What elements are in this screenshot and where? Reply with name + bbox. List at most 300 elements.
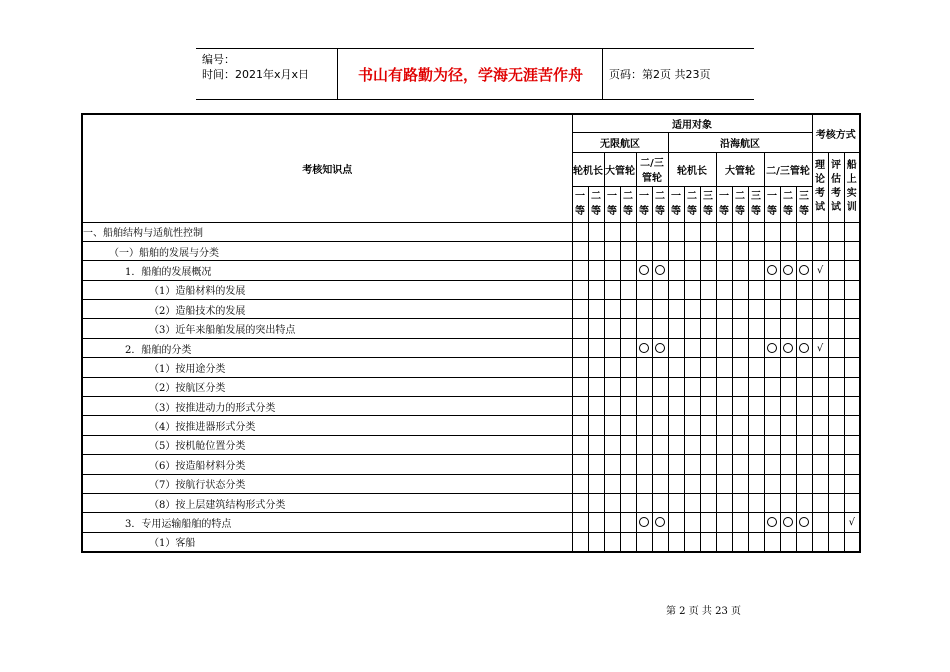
grade-cell	[716, 397, 732, 416]
knowledge-item	[82, 280, 572, 299]
grade-cell	[796, 474, 812, 493]
role-c-second: 大管轮	[716, 152, 764, 186]
grade-cell	[732, 300, 748, 319]
grade-cell	[668, 532, 684, 551]
grade-cell	[716, 416, 732, 435]
grade-cell	[636, 261, 652, 280]
method-cell	[844, 416, 860, 435]
grade-cell	[652, 338, 668, 357]
grade-cell	[588, 416, 604, 435]
page-footer: 第 2 页 共 23 页	[666, 606, 741, 617]
method-cell	[812, 532, 828, 551]
grade-cell	[588, 261, 604, 280]
grade-cell	[732, 455, 748, 474]
method-cell	[844, 261, 860, 280]
grade-cell	[732, 397, 748, 416]
knowledge-label: （1）客船	[149, 538, 196, 550]
grade-cell	[572, 474, 588, 493]
grade-cell	[684, 261, 700, 280]
grade-1: 一 等	[572, 186, 588, 222]
grade-cell	[764, 319, 780, 338]
grade-cell	[604, 416, 620, 435]
grade-cell	[764, 300, 780, 319]
grade-cell	[764, 241, 780, 260]
applicable-circle	[655, 517, 665, 527]
knowledge-item	[82, 222, 572, 241]
grade-cell	[668, 435, 684, 454]
grade-cell	[732, 513, 748, 532]
grade-cell	[700, 474, 716, 493]
knowledge-item	[82, 416, 572, 435]
grade-cell	[796, 261, 812, 280]
method-cell	[844, 319, 860, 338]
knowledge-item	[82, 261, 572, 280]
grade-cell	[572, 513, 588, 532]
grade-2: 二 等	[588, 186, 604, 222]
table-row	[82, 513, 860, 532]
grade-cell	[684, 241, 700, 260]
grade-cell	[588, 474, 604, 493]
grade-cell	[700, 416, 716, 435]
grade-cell	[700, 455, 716, 474]
grade-cell	[732, 474, 748, 493]
method-cell	[844, 377, 860, 396]
grade-cell	[620, 280, 636, 299]
method-cell	[828, 435, 844, 454]
grade-cell	[620, 532, 636, 551]
grade-cell	[748, 397, 764, 416]
applicable-circle	[783, 517, 793, 527]
grade-cell	[572, 435, 588, 454]
table-row	[82, 435, 860, 454]
grade-cell	[748, 493, 764, 512]
grade-cell	[604, 261, 620, 280]
grade-11: 二 等	[732, 186, 748, 222]
grade-cell	[588, 222, 604, 241]
grade-cell	[796, 358, 812, 377]
grade-cell	[652, 474, 668, 493]
grade-cell	[748, 261, 764, 280]
grade-cell	[620, 493, 636, 512]
grade-cell	[604, 280, 620, 299]
grade-cell	[572, 241, 588, 260]
grade-cell	[636, 338, 652, 357]
grade-7: 一 等	[668, 186, 684, 222]
method-cell	[812, 241, 828, 260]
method-1: 理 论 考 试	[812, 152, 828, 222]
grade-cell	[636, 280, 652, 299]
grade-cell	[620, 435, 636, 454]
method-cell	[844, 493, 860, 512]
grade-cell	[588, 377, 604, 396]
grade-cell	[780, 532, 796, 551]
method-cell	[844, 455, 860, 474]
applicable-circle	[767, 343, 777, 353]
method-cell	[828, 319, 844, 338]
method-cell	[844, 474, 860, 493]
grade-cell	[572, 319, 588, 338]
grade-cell	[636, 222, 652, 241]
grade-cell	[748, 338, 764, 357]
knowledge-label: （6）按造船材料分类	[149, 460, 246, 472]
assessment-table	[81, 113, 861, 553]
grade-cell	[684, 300, 700, 319]
knowledge-item	[82, 358, 572, 377]
table-row	[82, 397, 860, 416]
grade-cell	[796, 493, 812, 512]
method-cell	[812, 513, 828, 532]
grade-cell	[668, 358, 684, 377]
grade-8: 二 等	[684, 186, 700, 222]
grade-cell	[716, 513, 732, 532]
grade-cell	[732, 416, 748, 435]
grade-cell	[796, 435, 812, 454]
grade-cell	[796, 319, 812, 338]
grade-cell	[748, 222, 764, 241]
grade-cell	[620, 377, 636, 396]
grade-cell	[620, 455, 636, 474]
grade-cell	[748, 532, 764, 551]
method-cell	[844, 397, 860, 416]
applicable-circle	[655, 265, 665, 275]
motto: 书山有路勤为径，学海无涯苦作舟	[339, 49, 603, 99]
grade-cell	[780, 300, 796, 319]
grade-cell	[588, 280, 604, 299]
grade-cell	[620, 513, 636, 532]
grade-cell	[604, 222, 620, 241]
role-u-second: 大管轮	[604, 152, 636, 186]
grade-cell	[684, 435, 700, 454]
grade-cell	[604, 241, 620, 260]
grade-cell	[716, 319, 732, 338]
grade-cell	[604, 397, 620, 416]
method-cell	[828, 513, 844, 532]
method-cell	[812, 416, 828, 435]
grade-cell	[572, 397, 588, 416]
grade-cell	[716, 241, 732, 260]
grade-cell	[732, 222, 748, 241]
knowledge-label: 1．船舶的发展概况	[125, 266, 212, 278]
method-cell	[812, 435, 828, 454]
grade-cell	[780, 455, 796, 474]
knowledge-label: （8）按上层建筑结构形式分类	[149, 499, 286, 511]
grade-cell	[700, 358, 716, 377]
method-cell	[812, 493, 828, 512]
grade-cell	[796, 397, 812, 416]
knowledge-item	[82, 455, 572, 474]
grade-cell	[652, 358, 668, 377]
knowledge-label: （2）造船技术的发展	[149, 305, 246, 317]
grade-3: 一 等	[604, 186, 620, 222]
grade-cell	[716, 493, 732, 512]
grade-13: 一 等	[764, 186, 780, 222]
grade-cell	[668, 241, 684, 260]
grade-cell	[716, 358, 732, 377]
grade-cell	[636, 397, 652, 416]
knowledge-label: （4）按推进器形式分类	[149, 422, 256, 434]
grade-cell	[572, 261, 588, 280]
applicable-circle	[639, 517, 649, 527]
header-info	[196, 49, 338, 99]
method-cell	[828, 493, 844, 512]
grade-cell	[780, 474, 796, 493]
grade-cell	[732, 358, 748, 377]
grade-cell	[716, 261, 732, 280]
grade-cell	[652, 513, 668, 532]
grade-cell	[668, 261, 684, 280]
table-row	[82, 338, 860, 357]
grade-cell	[684, 532, 700, 551]
document-header	[196, 48, 754, 100]
grade-cell	[764, 280, 780, 299]
applicable-circle	[767, 265, 777, 275]
target-header: 适用对象	[572, 114, 812, 132]
grade-cell	[684, 338, 700, 357]
grade-cell	[748, 377, 764, 396]
table-row	[82, 358, 860, 377]
grade-cell	[732, 261, 748, 280]
method-cell	[812, 358, 828, 377]
role-c-chief: 轮机长	[668, 152, 716, 186]
knowledge-label: （1）按用途分类	[149, 363, 226, 375]
grade-cell	[652, 455, 668, 474]
method-header: 考核方式	[812, 114, 860, 152]
grade-cell	[652, 222, 668, 241]
grade-cell	[636, 493, 652, 512]
grade-cell	[780, 416, 796, 435]
grade-cell	[684, 377, 700, 396]
grade-cell	[748, 474, 764, 493]
grade-cell	[764, 397, 780, 416]
method-cell	[844, 280, 860, 299]
grade-10: 一 等	[716, 186, 732, 222]
grade-cell	[668, 513, 684, 532]
grade-cell	[668, 280, 684, 299]
table-row	[82, 377, 860, 396]
grade-cell	[700, 532, 716, 551]
applicable-circle	[783, 265, 793, 275]
number-label: 编号：	[202, 53, 235, 66]
grade-cell	[588, 455, 604, 474]
grade-cell	[668, 338, 684, 357]
applicable-circle	[783, 343, 793, 353]
grade-cell	[572, 300, 588, 319]
grade-cell	[748, 416, 764, 435]
method-cell	[844, 222, 860, 241]
grade-cell	[620, 397, 636, 416]
grade-cell	[796, 241, 812, 260]
knowledge-label: （1）造船材料的发展	[149, 286, 246, 298]
grade-cell	[620, 358, 636, 377]
grade-cell	[636, 513, 652, 532]
grade-cell	[764, 513, 780, 532]
grade-cell	[636, 319, 652, 338]
grade-cell	[668, 474, 684, 493]
grade-cell	[684, 474, 700, 493]
time-label: 时间：2021年x月x日	[202, 68, 310, 81]
table-row	[82, 241, 860, 260]
method-cell	[844, 241, 860, 260]
method-cell	[828, 222, 844, 241]
grade-cell	[620, 474, 636, 493]
grade-cell	[700, 280, 716, 299]
grade-cell	[700, 435, 716, 454]
grade-cell	[604, 319, 620, 338]
grade-cell	[700, 241, 716, 260]
grade-cell	[780, 377, 796, 396]
grade-cell	[764, 493, 780, 512]
knowledge-item	[82, 241, 572, 260]
grade-cell	[732, 338, 748, 357]
method-cell	[812, 397, 828, 416]
grade-cell	[764, 474, 780, 493]
applicable-circle	[799, 265, 809, 275]
table-row	[82, 319, 860, 338]
grade-cell	[588, 319, 604, 338]
grade-cell	[732, 280, 748, 299]
grade-5: 一 等	[636, 186, 652, 222]
grade-cell	[780, 280, 796, 299]
grade-cell	[652, 397, 668, 416]
knowledge-label: 一、船舶结构与适航性控制	[83, 228, 203, 240]
applicable-circle	[639, 265, 649, 275]
grade-cell	[684, 455, 700, 474]
role-c-third: 二/三管轮	[764, 152, 812, 186]
grade-cell	[620, 338, 636, 357]
grade-cell	[684, 319, 700, 338]
grade-cell	[764, 261, 780, 280]
method-cell	[828, 377, 844, 396]
grade-cell	[652, 241, 668, 260]
grade-cell	[604, 377, 620, 396]
grade-cell	[604, 338, 620, 357]
grade-cell	[796, 513, 812, 532]
grade-cell	[796, 222, 812, 241]
grade-cell	[716, 532, 732, 551]
method-cell	[844, 358, 860, 377]
grade-cell	[684, 280, 700, 299]
method-cell	[812, 222, 828, 241]
method-cell	[828, 455, 844, 474]
role-u-third: 二/三管轮	[636, 152, 668, 186]
method-cell	[828, 416, 844, 435]
grade-cell	[748, 358, 764, 377]
grade-cell	[572, 532, 588, 551]
grade-cell	[780, 338, 796, 357]
method-3: 船 上 实 训	[844, 152, 860, 222]
method-cell	[828, 474, 844, 493]
grade-6: 二 等	[652, 186, 668, 222]
grade-cell	[780, 358, 796, 377]
knowledge-label: （一）船舶的发展与分类	[109, 247, 219, 259]
applicable-circle	[799, 517, 809, 527]
applicable-circle	[799, 343, 809, 353]
method-cell	[828, 261, 844, 280]
grade-cell	[620, 300, 636, 319]
table-row	[82, 222, 860, 241]
grade-cell	[716, 474, 732, 493]
grade-cell	[716, 280, 732, 299]
grade-cell	[620, 416, 636, 435]
method-check: √	[812, 261, 828, 280]
grade-cell	[780, 222, 796, 241]
grade-cell	[668, 455, 684, 474]
grade-cell	[588, 435, 604, 454]
method-check: √	[812, 338, 828, 357]
grade-cell	[684, 358, 700, 377]
method-cell	[812, 280, 828, 299]
grade-cell	[732, 377, 748, 396]
method-cell	[828, 280, 844, 299]
knowledge-item	[82, 493, 572, 512]
knowledge-label: （2）按航区分类	[149, 383, 226, 395]
knowledge-item	[82, 397, 572, 416]
grade-cell	[732, 241, 748, 260]
applicable-circle	[639, 343, 649, 353]
grade-cell	[764, 222, 780, 241]
knowledge-label: （3）近年来船舶发展的突出特点	[149, 325, 296, 337]
table-row	[82, 416, 860, 435]
grade-cell	[700, 222, 716, 241]
grade-cell	[684, 513, 700, 532]
grade-cell	[700, 513, 716, 532]
grade-cell	[652, 435, 668, 454]
grade-cell	[588, 532, 604, 551]
grade-cell	[604, 474, 620, 493]
grade-cell	[748, 435, 764, 454]
grade-cell	[780, 397, 796, 416]
grade-cell	[636, 416, 652, 435]
grade-9: 三 等	[700, 186, 716, 222]
grade-cell	[716, 300, 732, 319]
knowledge-header: 考核知识点	[82, 114, 572, 222]
grade-cell	[652, 493, 668, 512]
method-cell	[844, 300, 860, 319]
knowledge-item	[82, 513, 572, 532]
knowledge-item	[82, 532, 572, 551]
grade-cell	[588, 493, 604, 512]
grade-cell	[636, 474, 652, 493]
grade-cell	[604, 493, 620, 512]
grade-cell	[652, 532, 668, 551]
grade-cell	[732, 319, 748, 338]
grade-cell	[748, 300, 764, 319]
method-cell	[812, 377, 828, 396]
grade-cell	[572, 358, 588, 377]
grade-cell	[748, 241, 764, 260]
grade-cell	[764, 532, 780, 551]
grade-cell	[588, 338, 604, 357]
role-u-chief: 轮机长	[572, 152, 604, 186]
grade-cell	[620, 241, 636, 260]
grade-cell	[636, 532, 652, 551]
grade-cell	[652, 377, 668, 396]
grade-cell	[716, 435, 732, 454]
grade-cell	[636, 455, 652, 474]
grade-4: 二 等	[620, 186, 636, 222]
knowledge-label: （5）按机舱位置分类	[149, 441, 246, 453]
grade-cell	[668, 222, 684, 241]
grade-cell	[588, 513, 604, 532]
grade-cell	[700, 377, 716, 396]
knowledge-label: （7）按航行状态分类	[149, 480, 246, 492]
grade-cell	[652, 319, 668, 338]
grade-cell	[716, 222, 732, 241]
grade-cell	[700, 319, 716, 338]
grade-cell	[636, 358, 652, 377]
table-row	[82, 300, 860, 319]
grade-cell	[620, 222, 636, 241]
